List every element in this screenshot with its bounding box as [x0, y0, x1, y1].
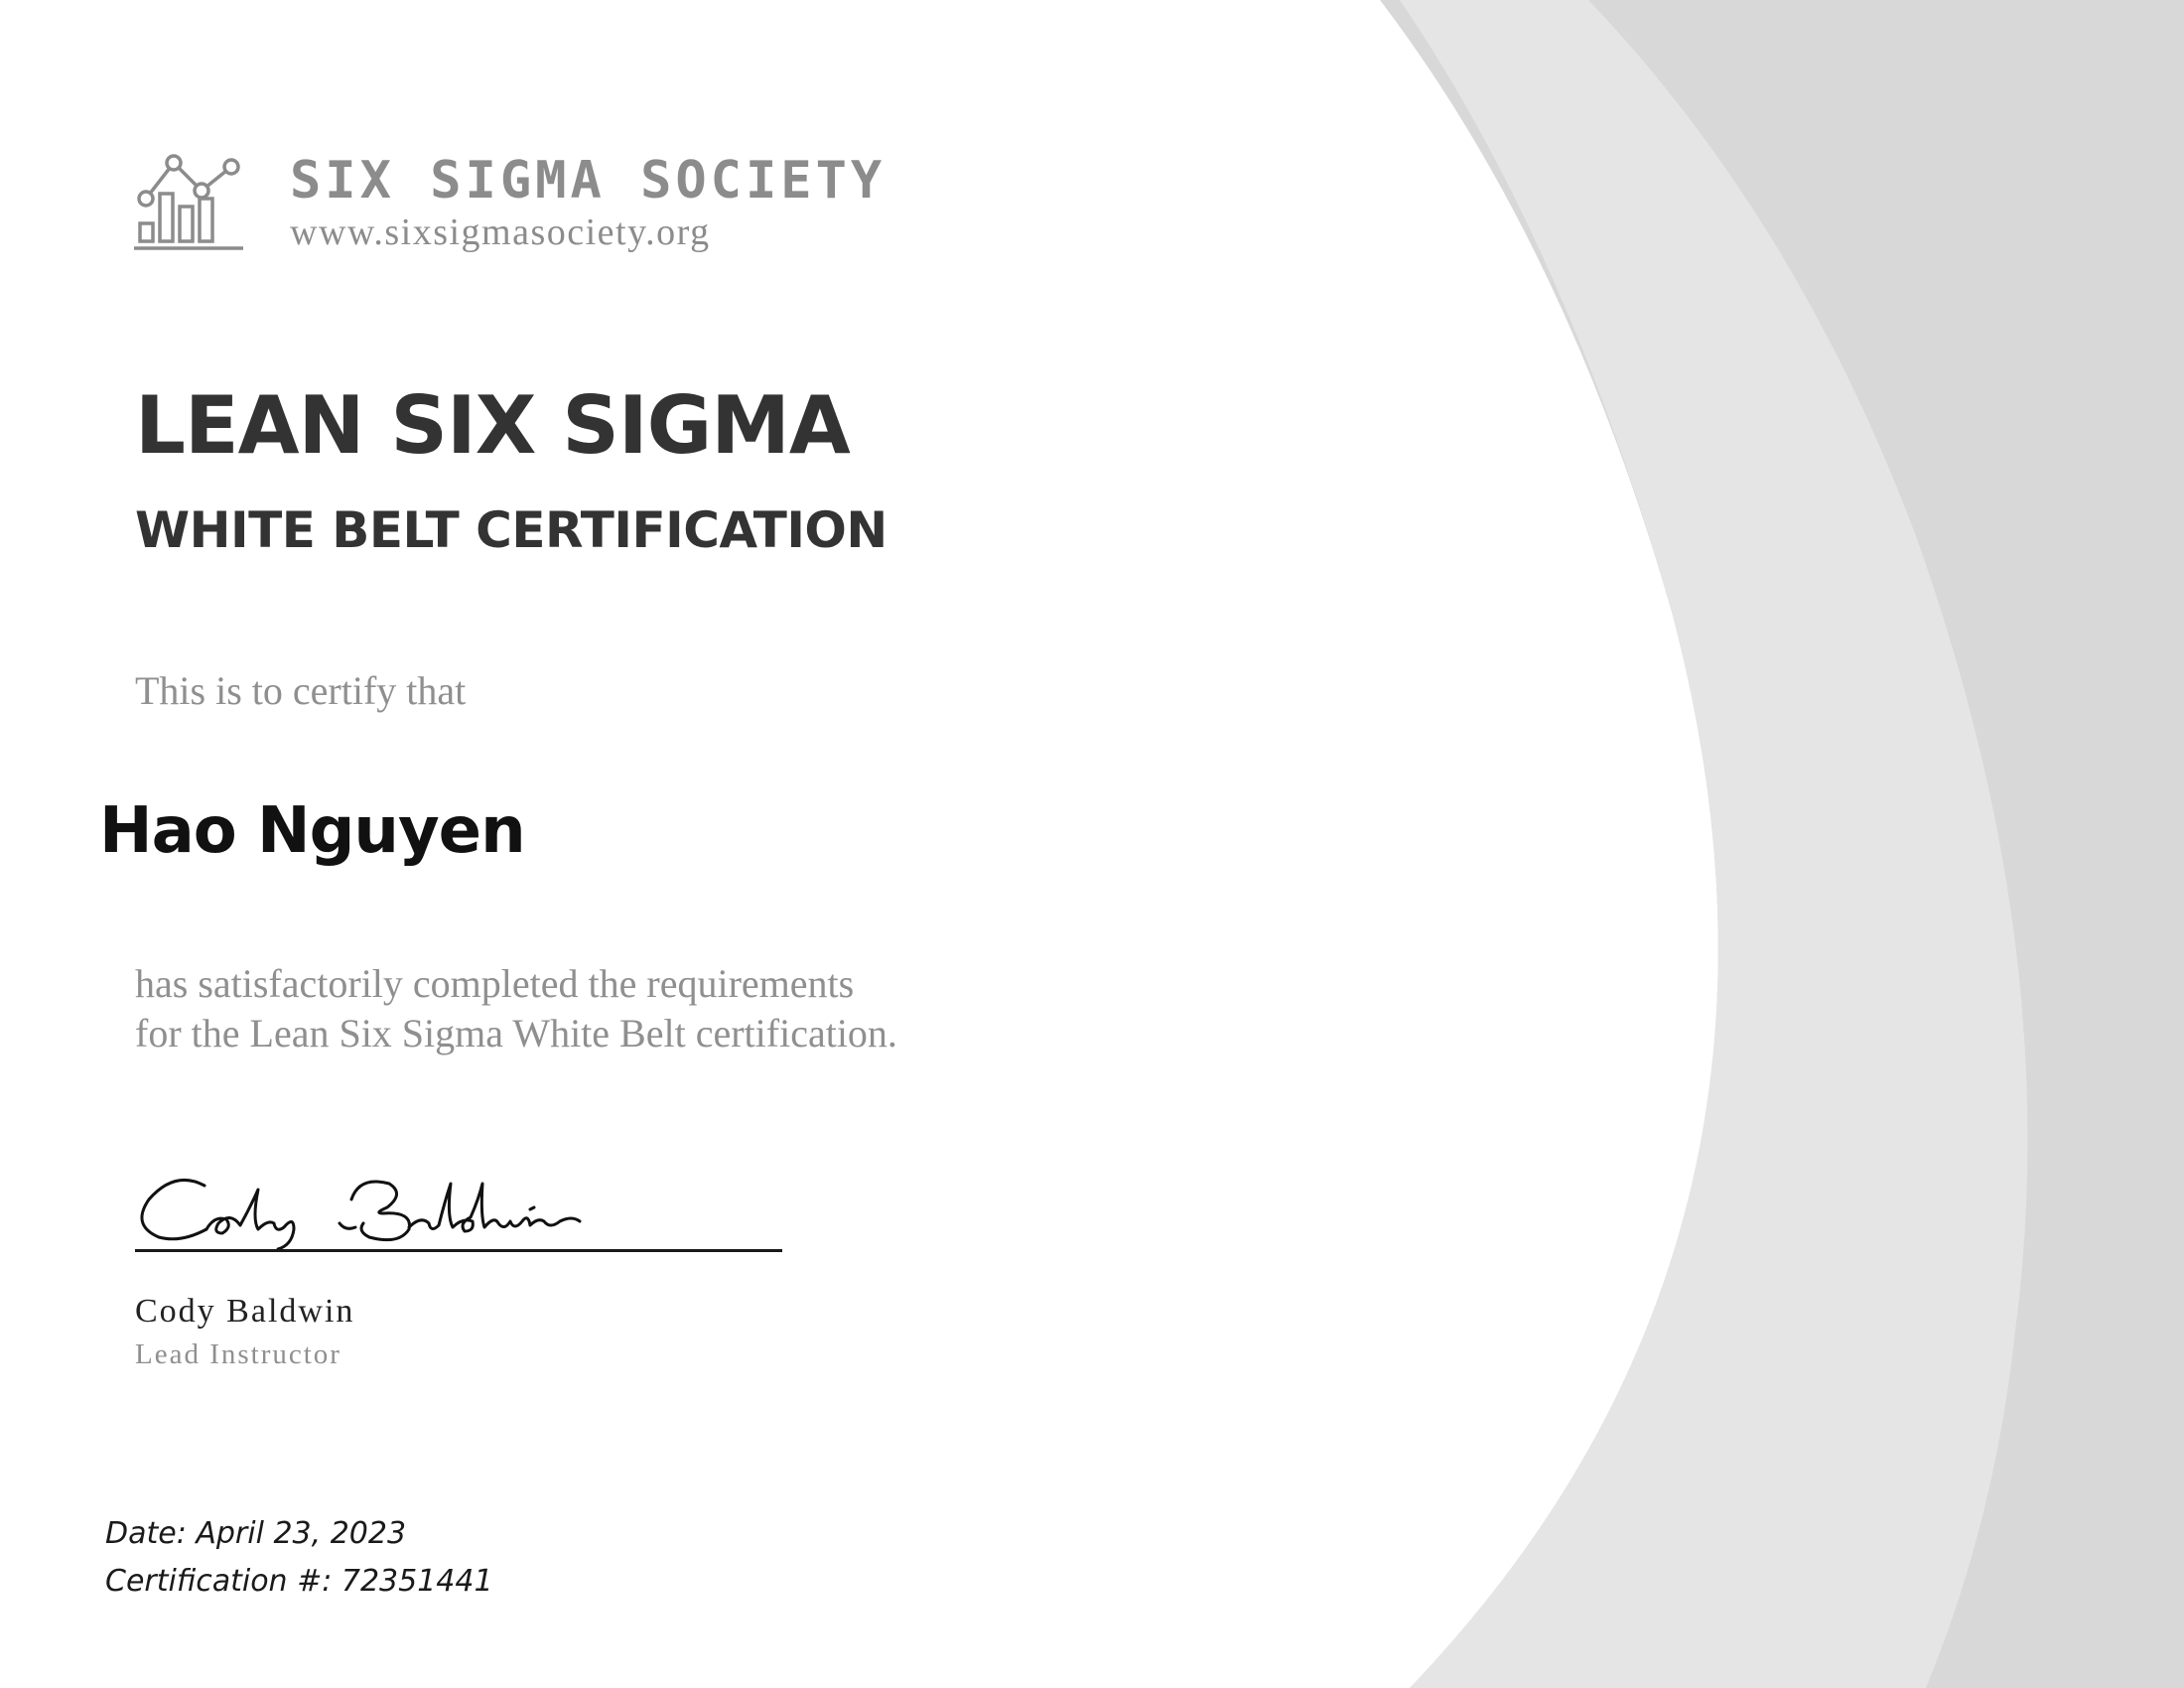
- handwritten-signature: [135, 1172, 612, 1251]
- certification-number: Certification #: 72351441: [105, 1564, 493, 1599]
- certify-intro: This is to certify that: [135, 668, 467, 713]
- signature-line: [135, 1249, 782, 1252]
- bar-chart-trend-icon: [132, 149, 246, 253]
- issue-date: Date: April 23, 2023: [105, 1516, 407, 1551]
- certificate-title: LEAN SIX SIGMA: [135, 379, 850, 472]
- organization-name: SIX SIGMA SOCIETY: [290, 151, 887, 211]
- recipient-name: Hao Nguyen: [99, 794, 525, 868]
- completion-statement: [135, 959, 897, 1058]
- completion-line-1: has satisfactorily completed the requirements: [135, 961, 855, 1006]
- certificate-subtitle: WHITE BELT CERTIFICATION: [135, 501, 887, 559]
- signatory-title: Lead Instructor: [135, 1338, 341, 1370]
- completion-line-2: for the Lean Six Sigma White Belt certification.: [135, 1011, 897, 1055]
- signatory-name: Cody Baldwin: [135, 1293, 355, 1330]
- organization-website: www.sixsigmasociety.org: [290, 211, 711, 253]
